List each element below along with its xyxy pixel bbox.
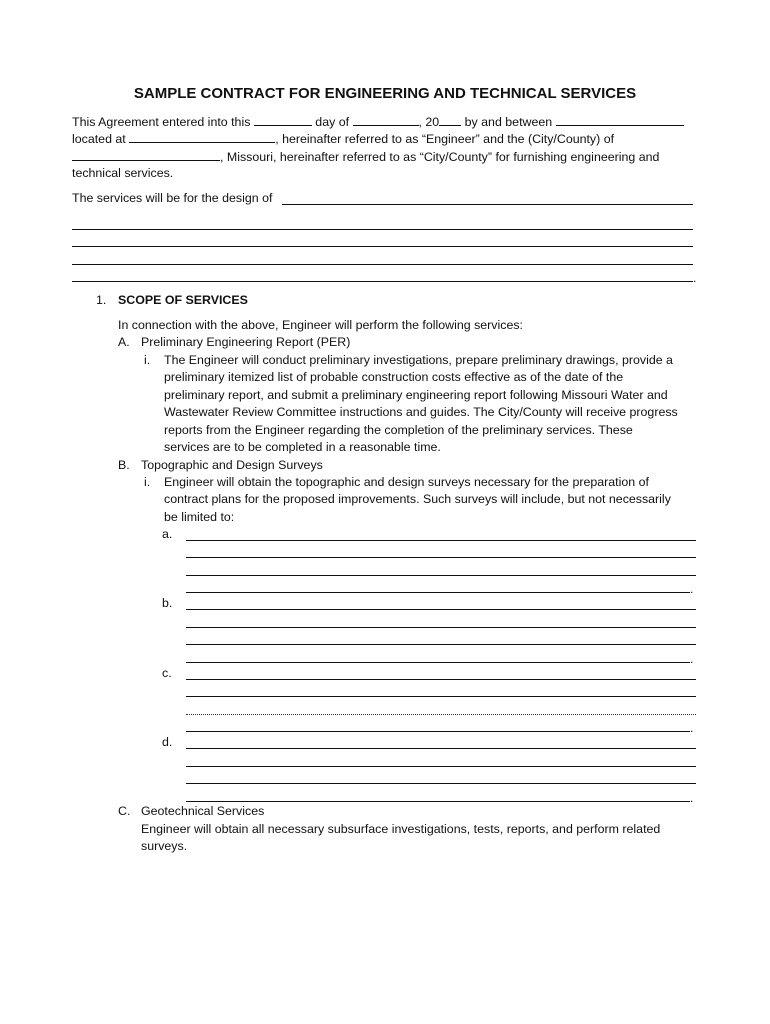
item-b-text-3: be limited to: <box>164 510 235 524</box>
design-blank-line[interactable] <box>72 246 693 247</box>
item-b-roman: i. <box>144 475 151 489</box>
subitem-c-line[interactable] <box>186 696 696 697</box>
design-blank-line[interactable] <box>72 264 693 265</box>
subitem-b-line[interactable] <box>186 627 696 628</box>
document-title: SAMPLE CONTRACT FOR ENGINEERING AND TECHNICAL SERVICES <box>133 85 637 102</box>
subitem-d-line[interactable] <box>186 801 690 802</box>
month-blank[interactable] <box>353 113 419 126</box>
item-c-letter: C. <box>118 804 131 818</box>
item-c-title: Geotechnical Services <box>141 804 265 818</box>
item-a-text-3: preliminary report, and submit a preliminary engineering report following Missouri Water and <box>164 388 668 402</box>
section-lead: In connection with the above, Engineer will perform the following services: <box>118 318 523 332</box>
item-a-title: Preliminary Engineering Report (PER) <box>141 335 351 349</box>
subitem-b-label: b. <box>162 596 173 610</box>
item-b-text-2: contract plans for the proposed improvements. Such surveys will include, but not necessarily <box>164 492 671 506</box>
party-name-blank[interactable] <box>556 113 684 126</box>
line-period: . <box>690 721 694 735</box>
item-a-roman: i. <box>144 353 151 367</box>
subitem-b-line[interactable] <box>186 644 696 645</box>
section-number: 1. <box>96 293 107 307</box>
intro-line-4: technical services. <box>72 166 174 180</box>
design-blank-line[interactable] <box>72 229 693 230</box>
subitem-d-label: d. <box>162 735 173 749</box>
subitem-d-line[interactable] <box>186 766 696 767</box>
subitem-a-line[interactable] <box>186 557 696 558</box>
subitem-a-line[interactable] <box>186 540 696 541</box>
city-county-blank[interactable] <box>72 148 220 161</box>
subitem-c-line[interactable] <box>186 679 696 680</box>
item-a-text-1: The Engineer will conduct preliminary investigations, prepare preliminary drawings, provide a <box>164 353 673 367</box>
location-blank[interactable] <box>129 130 275 143</box>
section-heading: SCOPE OF SERVICES <box>118 293 248 307</box>
subitem-c-line[interactable] <box>186 714 696 715</box>
year-blank[interactable] <box>439 113 461 126</box>
item-b-title: Topographic and Design Surveys <box>141 458 323 472</box>
subitem-d-line[interactable] <box>186 783 696 784</box>
intro-line-3: , Missouri, hereinafter referred to as “City/County” for furnishing engineering and <box>72 148 659 166</box>
subitem-a-line[interactable] <box>186 575 696 576</box>
item-a-text-5: reports from the Engineer regarding the completion of the preliminary services. These <box>164 423 633 437</box>
subitem-a-line[interactable] <box>186 592 690 593</box>
item-a-text-6: services are to be completed in a reasonable time. <box>164 440 441 454</box>
design-blank-line[interactable] <box>72 281 693 282</box>
item-a-text-2: preliminary itemized list of probable construction costs effective as of the date of the <box>164 370 624 384</box>
day-blank[interactable] <box>254 113 312 126</box>
subitem-b-line[interactable] <box>186 609 696 610</box>
intro-line-1: This Agreement entered into this day of , 20 by and between <box>72 113 684 131</box>
subitem-d-line[interactable] <box>186 748 696 749</box>
item-c-text-1: Engineer will obtain all necessary subsurface investigations, tests, reports, and perform related <box>141 822 661 836</box>
subitem-b-line[interactable] <box>186 662 690 663</box>
item-a-text-4: Wastewater Review Committee instructions and guides. The City/County will receive progress <box>164 405 678 419</box>
item-b-text-1: Engineer will obtain the topographic and design surveys necessary for the preparation of <box>164 475 649 489</box>
line-period: . <box>693 271 697 285</box>
subitem-c-label: c. <box>162 666 172 680</box>
line-period: . <box>690 582 694 596</box>
intro-line-2: located at , hereinafter referred to as “Engineer” and the (City/County) of <box>72 132 615 146</box>
design-blank-line[interactable] <box>282 204 693 205</box>
line-period: . <box>690 791 694 805</box>
subitem-c-line[interactable] <box>186 731 690 732</box>
item-a-letter: A. <box>118 335 130 349</box>
item-b-letter: B. <box>118 458 130 472</box>
design-label: The services will be for the design of <box>72 191 273 205</box>
line-period: . <box>690 652 694 666</box>
item-c-text-2: surveys. <box>141 839 188 853</box>
subitem-a-label: a. <box>162 527 173 541</box>
